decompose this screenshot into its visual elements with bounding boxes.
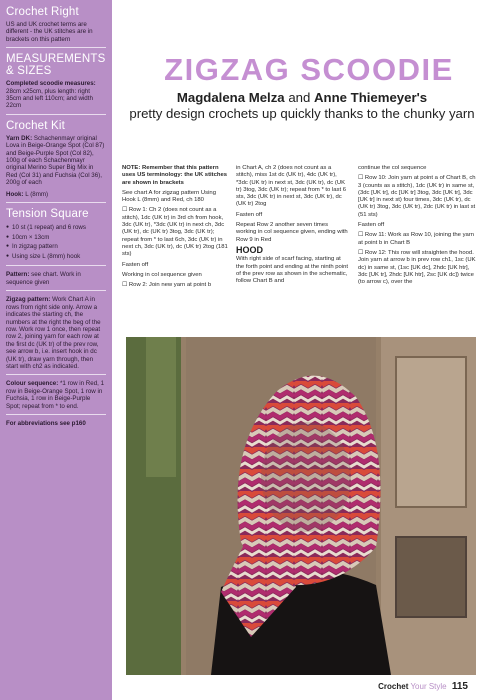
divider xyxy=(6,374,106,375)
divider xyxy=(6,290,106,291)
divider xyxy=(6,414,106,415)
page-footer xyxy=(378,681,468,692)
magazine-subtitle: Your Style xyxy=(410,682,447,691)
colour-section xyxy=(6,380,106,410)
colour-text: *1 row in Red, 1 row in Beige-Orange Spot, 1 row in Fuchsia, 1 row in Beige-Purple Spot; repeat from * to end. xyxy=(6,380,105,410)
paragraph: continue the col sequence xyxy=(358,165,427,171)
text-column-3 xyxy=(358,165,478,289)
tension-heading: Tension Square xyxy=(6,208,89,221)
tension-item: ● 10 st (1 repeat) and 6 rows xyxy=(6,223,106,233)
yarn-text: Schachenmayr original Lova in Beige-Orange Spot (Col 87) and Beige-Purple Spot (Col 82), 100g of each Schachenmayr original Merino Super Big Mix in Red (Col 31) and Fuchsia (Col 36), 200g of each xyxy=(6,134,105,187)
author-1: Magdalena Melza xyxy=(176,90,285,105)
crochet-right-section xyxy=(6,6,106,43)
zigzag-section xyxy=(6,296,106,370)
kit-section xyxy=(6,120,106,198)
crochet-right-text: US and UK crochet terms are different - the UK stitches are in brackets on this pattern xyxy=(6,21,93,43)
measurements-text: 28cm x25cm, plus length: right 35cm and left 110cm; and width 22cm xyxy=(6,87,93,110)
tension-item: ● Using size L (8mm) hook xyxy=(6,252,106,262)
paragraph: ☐ Row 2: Join new yarn at point b xyxy=(122,282,212,289)
text-column-1 xyxy=(122,165,230,292)
hook-text: L (8mm) xyxy=(25,190,49,198)
paragraph: Fasten off xyxy=(358,222,385,229)
crochet-right-heading: Crochet Right xyxy=(6,6,79,18)
magazine-brand: Crochet xyxy=(378,682,409,691)
divider xyxy=(6,202,106,203)
text-column-2 xyxy=(236,165,348,288)
zigzag-label: Zigzag pattern: xyxy=(6,296,51,304)
and-word: and xyxy=(288,90,311,105)
tension-item: ● In zigzag pattern xyxy=(6,242,106,252)
pattern-label: Pattern: xyxy=(6,271,30,279)
divider xyxy=(6,47,106,48)
page-number: 115 xyxy=(451,681,468,692)
tension-section xyxy=(6,208,106,261)
measurements-heading: MEASUREMENTS & SIZES xyxy=(6,53,106,78)
authors xyxy=(126,90,478,106)
paragraph: ☐ Row 12: This row will straighten the hood. Join yarn at arrow b in prev row ch1, 1sc (UK dc) in same st, (1sc [UK dc], 2hdc [UK htr], 3dc [UK tr], 2hdc [UK htr], 2sc [UK dc]) twice (to arrow c), over the xyxy=(358,249,476,286)
divider xyxy=(6,114,106,115)
paragraph: ☐ Row 1: Ch 2 (does not count as a stitch), 1dc (UK tr) in 3rd ch from hook, 3dc (UK tr), *3dc (UK tr) in next ch, 3dc (UK tr), dc (UK tr) 3tog, 3dc (UK tr); repeat from * to last 6ch, 3dc (UK tr) in next ch, 3dc (UK tr), dc (UK tr) 2tog (181 sts) xyxy=(122,207,228,258)
yarn-label: Yarn DK: xyxy=(6,134,33,142)
author-2: Anne Thiemeyer's xyxy=(314,90,428,105)
paragraph: Fasten off xyxy=(236,211,263,218)
sidebar xyxy=(0,0,112,700)
paragraph: With right side of scarf facing, starting at the forth point and ending at the ninth point of the prev row as shown in the schematic, follow Chart B and xyxy=(236,256,349,285)
main-content xyxy=(118,0,484,700)
abbreviations-note: For abbreviations see p160 xyxy=(6,419,86,427)
tension-list xyxy=(6,223,106,261)
paragraph: Repeat Row 2 another seven times working in col sequence given, ending with Row 9 in Red xyxy=(236,222,348,243)
paragraph: Working in col sequence given xyxy=(122,271,202,278)
paragraph: See chart A for zigzag pattern Using Hook L (8mm) and Red, ch 180 xyxy=(122,189,216,204)
paragraph: in Chart A, ch 2 (does not count as a stitch), miss 1st dc (UK tr), 4dc (UK tr), *3dc (UK tr) in next st, 3dc (UK tr), dc (UK tr) 3tog, 3dc (UK tr); repeat from * to last 6 sts, 3dc (UK tr) in next st, 3dc (UK tr), dc (UK tr) 2tog xyxy=(236,165,346,208)
paragraph: ☐ Row 10: Join yarn at point a of Chart B, ch 3 (counts as a stitch), 1dc (UK tr) in same st, (3dc [UK tr], dc [UK tr] 3tog, 3dc [UK tr], 3dc [UK tr] in next st) four times, 3dc (UK tr), dc (UK tr) 3tog, 3dc (UK tr), 2dc (UK tr) in last st (51 sts) xyxy=(358,175,476,218)
tension-item: ● 10cm × 13cm xyxy=(6,233,106,243)
paragraph: ☐ Row 11: Work as Row 10, joining the yarn at point b in Chart B xyxy=(358,232,475,246)
subtitle xyxy=(126,90,478,122)
photo-illustration xyxy=(126,337,476,675)
page-title: ZIGZAG SCOODIE xyxy=(164,52,454,87)
hood-heading: HOOD xyxy=(236,244,263,255)
measurements-label: Completed scoodie measures: xyxy=(6,80,96,88)
measurements-section xyxy=(6,53,106,110)
kit-heading: Crochet Kit xyxy=(6,119,66,132)
terminology-note: NOTE: Remember that this pattern uses US terminology: the UK stitches are shown in brackets xyxy=(122,165,228,186)
colour-label: Colour sequence: xyxy=(6,380,59,388)
zigzag-text: Work Chart A in rows from right side only. Arrow a indicates the starting ch, the numbers at the right the beg of the row. Work row 1 once, then repeat row 2, joining yarn for each row at the first dc (UK tr) of the prev row, see arrow b, i.e. insert hook in dc (UK tr), draw yarn through, then start with ch2 as indicated. xyxy=(6,296,101,370)
divider xyxy=(6,265,106,266)
paragraph: Fasten off xyxy=(122,261,149,268)
pattern-text: see chart. Work in sequence given xyxy=(6,271,81,286)
tagline: pretty design crochets up quickly thanks to the chunky yarn xyxy=(129,106,475,121)
hook-label: Hook: xyxy=(6,190,24,198)
scoodie-photo xyxy=(126,337,476,675)
pattern-section xyxy=(6,271,106,286)
